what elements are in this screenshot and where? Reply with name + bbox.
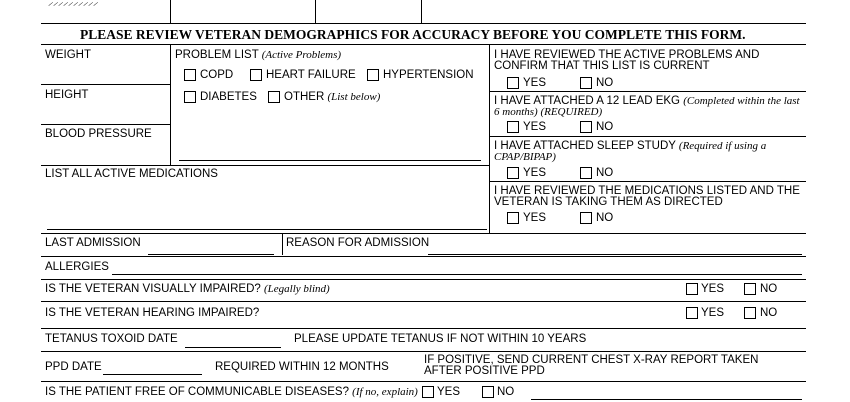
ppd-required-note: REQUIRED WITHIN 12 MONTHS bbox=[215, 361, 389, 373]
medications-line[interactable] bbox=[47, 229, 487, 230]
hearing-no-checkbox[interactable] bbox=[744, 307, 756, 319]
yes-label: YES bbox=[523, 77, 547, 89]
other-checkbox[interactable] bbox=[268, 91, 280, 103]
q1-yes-checkbox[interactable] bbox=[507, 77, 519, 89]
q2-yes-checkbox[interactable] bbox=[507, 121, 519, 133]
yes-label: YES bbox=[523, 167, 547, 179]
heart-failure-label: HEART FAILURE bbox=[266, 69, 356, 81]
tetanus-date-label: TETANUS TOXOID DATE bbox=[45, 333, 178, 345]
column-divider bbox=[170, 44, 171, 165]
communicable-no-checkbox[interactable] bbox=[482, 386, 494, 398]
rule bbox=[41, 351, 806, 352]
medications-question: I HAVE REVIEWED THE MEDICATIONS LISTED AND THE VETERAN IS TAKING THEM AS DIRECTED bbox=[494, 185, 800, 208]
no-label: NO bbox=[497, 386, 515, 398]
problem-list-label: PROBLEM LIST (Active Problems) bbox=[175, 49, 342, 61]
diabetes-checkbox[interactable] bbox=[184, 91, 196, 103]
hearing-yes-checkbox[interactable] bbox=[686, 307, 698, 319]
top-divider bbox=[170, 0, 171, 23]
rule bbox=[41, 124, 170, 125]
rule bbox=[41, 233, 806, 234]
hypertension-label: HYPERTENSION bbox=[383, 69, 474, 81]
no-label: NO bbox=[596, 212, 614, 224]
rule bbox=[41, 279, 806, 280]
rule bbox=[489, 181, 806, 182]
rule bbox=[489, 91, 806, 92]
yes-label: YES bbox=[701, 307, 725, 319]
communicable-explain-line[interactable] bbox=[531, 399, 802, 400]
no-label: NO bbox=[596, 121, 614, 133]
q4-no-checkbox[interactable] bbox=[580, 212, 592, 224]
reason-admission-line[interactable] bbox=[428, 254, 802, 255]
rule bbox=[41, 84, 170, 85]
copd-label: COPD bbox=[200, 69, 234, 81]
visually-yes-checkbox[interactable] bbox=[686, 283, 698, 295]
sleep-study-question: I HAVE ATTACHED SLEEP STUDY (Required if using a CPAP/BIPAP) bbox=[494, 140, 767, 163]
rule bbox=[41, 256, 806, 257]
q1-no-checkbox[interactable] bbox=[580, 77, 592, 89]
title-rule bbox=[41, 44, 806, 45]
medications-label: LIST ALL ACTIVE MEDICATIONS bbox=[45, 168, 218, 180]
no-label: NO bbox=[596, 77, 614, 89]
ppd-date-line[interactable] bbox=[103, 374, 202, 375]
tetanus-date-line[interactable] bbox=[185, 347, 281, 348]
last-admission-line[interactable] bbox=[148, 254, 274, 255]
yes-label: YES bbox=[523, 121, 547, 133]
height-label: HEIGHT bbox=[45, 89, 89, 101]
yes-label: YES bbox=[701, 283, 725, 295]
ppd-date-label: PPD DATE bbox=[45, 361, 102, 373]
no-label: NO bbox=[596, 167, 614, 179]
page-title: PLEASE REVIEW VETERAN DEMOGRAPHICS FOR ACCURACY BEFORE YOU COMPLETE THIS FORM. bbox=[80, 27, 746, 42]
no-label: NO bbox=[760, 307, 778, 319]
yes-label: YES bbox=[437, 386, 461, 398]
column-divider bbox=[282, 233, 283, 255]
ppd-positive-note: IF POSITIVE, SEND CURRENT CHEST X-RAY REPORT TAKEN AFTER POSITIVE PPD bbox=[424, 354, 759, 377]
diabetes-label: DIABETES bbox=[200, 91, 257, 103]
top-divider bbox=[315, 0, 316, 23]
cutoff-text: ⸝⸝⸝⸝⸝⸝⸝⸝⸝⸝ bbox=[48, 0, 98, 8]
rule bbox=[489, 136, 806, 137]
no-label: NO bbox=[760, 283, 778, 295]
q3-yes-checkbox[interactable] bbox=[507, 167, 519, 179]
q3-no-checkbox[interactable] bbox=[580, 167, 592, 179]
other-line[interactable] bbox=[179, 160, 481, 161]
allergies-label: ALLERGIES bbox=[45, 261, 109, 273]
top-divider bbox=[421, 0, 422, 23]
top-rule bbox=[41, 23, 806, 24]
heart-failure-checkbox[interactable] bbox=[250, 69, 262, 81]
hearing-impaired-question: IS THE VETERAN HEARING IMPAIRED? bbox=[45, 307, 260, 319]
rule bbox=[41, 381, 806, 382]
weight-label: WEIGHT bbox=[45, 49, 91, 61]
hypertension-checkbox[interactable] bbox=[367, 69, 379, 81]
communicable-question: IS THE PATIENT FREE OF COMMUNICABLE DISEASES? (If no, explain) bbox=[45, 386, 418, 398]
column-divider bbox=[489, 44, 490, 233]
blood-pressure-label: BLOOD PRESSURE bbox=[45, 128, 152, 140]
rule bbox=[41, 165, 489, 166]
other-label: OTHER (List below) bbox=[284, 91, 381, 103]
ekg-question: I HAVE ATTACHED A 12 LEAD EKG (Completed within the last 6 months) (REQUIRED) bbox=[494, 95, 800, 118]
communicable-yes-checkbox[interactable] bbox=[422, 386, 434, 398]
rule bbox=[41, 328, 806, 329]
tetanus-note: PLEASE UPDATE TETANUS IF NOT WITHIN 10 YEARS bbox=[294, 333, 587, 345]
yes-label: YES bbox=[523, 212, 547, 224]
rule bbox=[41, 301, 806, 302]
last-admission-label: LAST ADMISSION bbox=[45, 237, 141, 249]
allergies-line[interactable] bbox=[112, 274, 802, 275]
q2-no-checkbox[interactable] bbox=[580, 121, 592, 133]
active-problems-question: I HAVE REVIEWED THE ACTIVE PROBLEMS AND CONFIRM THAT THIS LIST IS CURRENT bbox=[494, 49, 760, 72]
visually-no-checkbox[interactable] bbox=[744, 283, 756, 295]
copd-checkbox[interactable] bbox=[184, 69, 196, 81]
visually-impaired-question: IS THE VETERAN VISUALLY IMPAIRED? (Legally blind) bbox=[45, 283, 330, 295]
reason-admission-label: REASON FOR ADMISSION bbox=[286, 237, 430, 249]
q4-yes-checkbox[interactable] bbox=[507, 212, 519, 224]
